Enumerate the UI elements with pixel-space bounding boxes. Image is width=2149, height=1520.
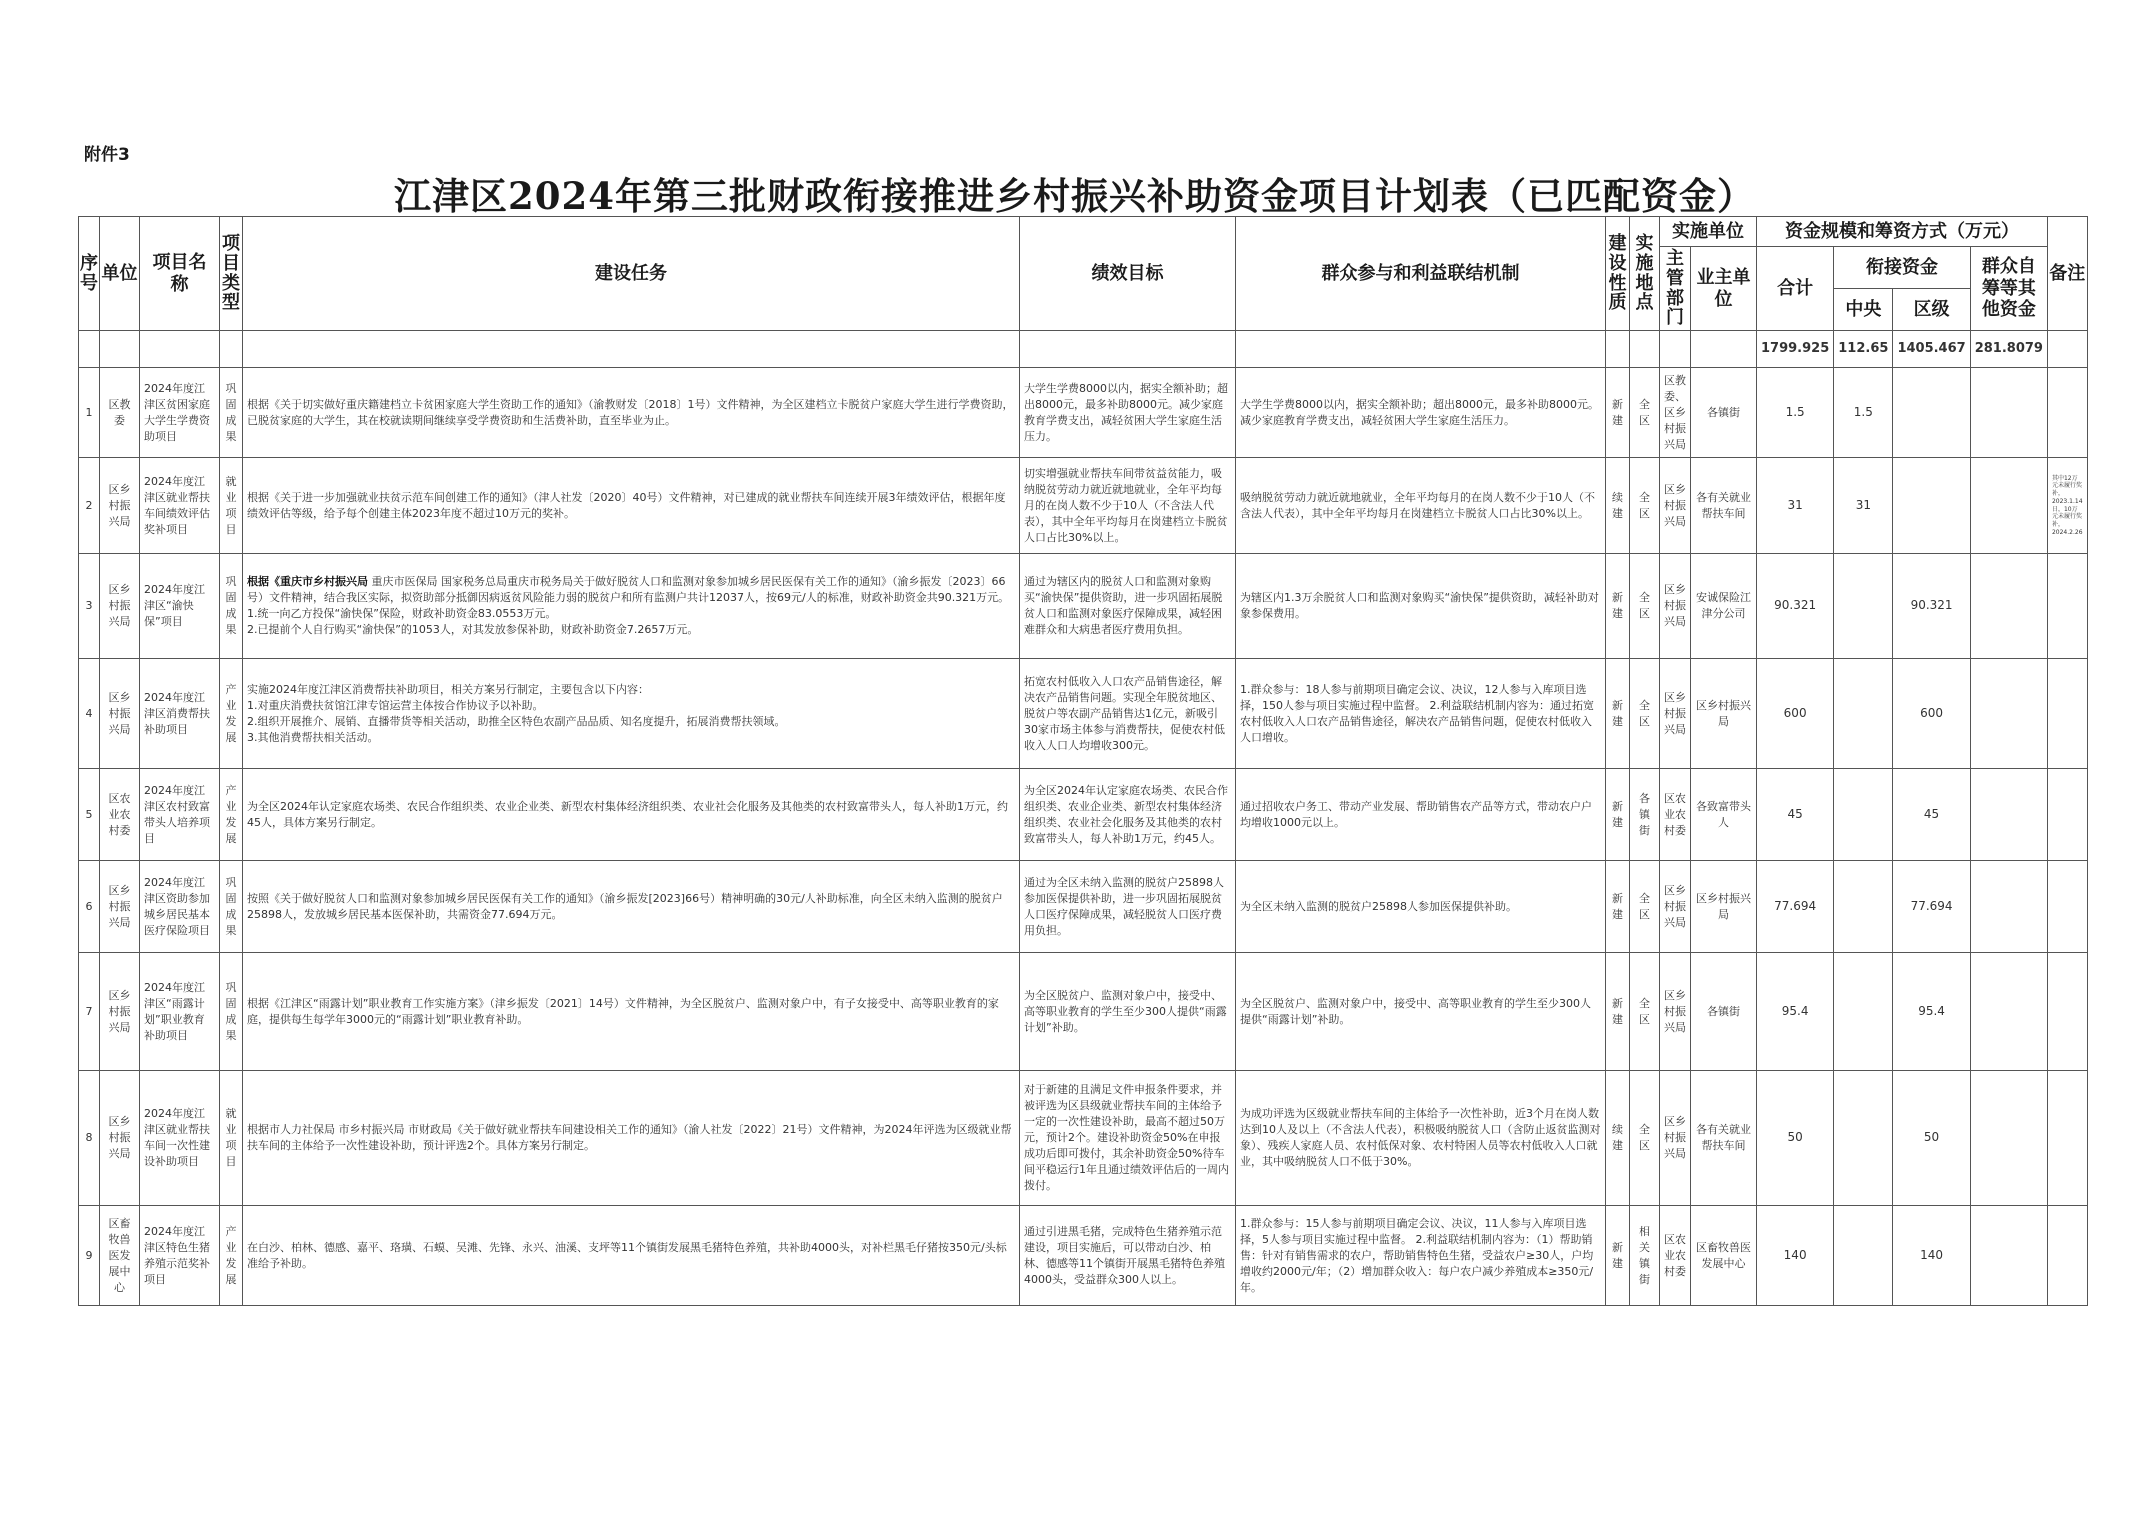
row-remark: [2047, 1206, 2087, 1306]
header-linking: 衔接资金: [1834, 247, 1970, 289]
row-nature: 新建: [1606, 659, 1630, 769]
row-district: 600: [1893, 659, 1970, 769]
row-goal: 拓宽农村低收入人口农产品销售途径，解决农产品销售问题。实现全年脱贫地区、脱贫户等农副产品销售达1亿元，新吸引30家市场主体参与消费帮扶，促使农村低收入人口人均增收300元。: [1020, 659, 1236, 769]
row-unit: 区乡村振兴局: [100, 861, 140, 953]
row-seq: 1: [79, 368, 100, 458]
row-district: 90.321: [1893, 554, 1970, 659]
row-seq: 3: [79, 554, 100, 659]
row-central: [1834, 1071, 1893, 1206]
row-owner: 区乡村振兴局: [1691, 659, 1757, 769]
row-name: 2024年度江津区特色生猪养殖示范奖补项目: [140, 1206, 220, 1306]
row-nature: 新建: [1606, 861, 1630, 953]
row-total: 31: [1757, 458, 1834, 554]
row-self: [1970, 861, 2047, 953]
row-owner: 各有关就业帮扶车间: [1691, 1071, 1757, 1206]
task-line: 3.其他消费帮扶相关活动。: [247, 730, 379, 744]
row-goal: 为全区2024年认定家庭农场类、农民合作组织类、农业企业类、新型农村集体经济组织类、农业社会化服务及其他类的农村致富带头人，每人补助1万元，约45人。: [1020, 769, 1236, 861]
row-owner: 各有关就业帮扶车间: [1691, 458, 1757, 554]
total-central: 112.65: [1834, 331, 1893, 368]
row-district: [1893, 458, 1970, 554]
task-text: 根据《关于切实做好重庆籍建档立卡贫困家庭大学生资助工作的通知》（渝教财发〔2018〕1号）文件精神，为全区建档立卡脱贫户家庭大学生进行学费资助，已脱贫家庭的大学生，其在校就读期间继续享受学费资助和生活费补助，直至毕业为止。: [247, 397, 1014, 427]
row-place: 全区: [1630, 659, 1660, 769]
task-text: 重庆市医保局 国家税务总局重庆市税务局关于做好脱贫人口和监测对象参加城乡居民医保有关工作的通知》（渝乡振发〔2023〕66号）文件精神，结合我区实际，拟资助部分抵御因病返贫风险能力弱的脱贫户和所有监测户共计12037人，按69元/人的标准，财政补助资金共90.321万元。: [247, 575, 1010, 605]
row-place: 全区: [1630, 368, 1660, 458]
row-unit: 区教委: [100, 368, 140, 458]
task-text: 根据市人力社保局 市乡村振兴局 市财政局《关于做好就业帮扶车间建设相关工作的通知》（渝人社发〔2022〕21号）文件精神，为2024年评选为区级就业帮扶车间的主体给予一次性建设补助，预计评选2个。具体方案另行制定。: [247, 1123, 1012, 1153]
row-seq: 8: [79, 1071, 100, 1206]
row-type: 就业项目: [220, 458, 243, 554]
task-line: 2.组织开展推介、展销、直播带货等相关活动，助推全区特色农副产品品质、知名度提升，拓展消费帮扶领域。: [247, 714, 786, 728]
task-line: 1.统一向乙方投保“渝快保”保险，财政补助资金83.0553万元。: [247, 607, 557, 621]
row-nature: 续建: [1606, 1071, 1630, 1206]
header-district: 区级: [1893, 289, 1970, 331]
row-type: 巩固成果: [220, 861, 243, 953]
row-mechanism: 通过招收农户务工、带动产业发展、帮助销售农产品等方式，带动农户户均增收1000元以上。: [1236, 769, 1606, 861]
row-owner: 各镇街: [1691, 953, 1757, 1071]
row-central: 31: [1834, 458, 1893, 554]
row-remark: [2047, 769, 2087, 861]
row-supervisor: 区乡村振兴局: [1660, 861, 1691, 953]
row-nature: 新建: [1606, 953, 1630, 1071]
header-supervisor: 主管部门: [1660, 247, 1691, 331]
row-type: 巩固成果: [220, 368, 243, 458]
row-supervisor: 区乡村振兴局: [1660, 554, 1691, 659]
row-self: [1970, 368, 2047, 458]
header-self: 群众自筹等其他资金: [1970, 247, 2047, 331]
row-district: 95.4: [1893, 953, 1970, 1071]
row-remark: [2047, 368, 2087, 458]
row-type: 产业发展: [220, 659, 243, 769]
page-title: 江津区2024年第三批财政衔接推进乡村振兴补助资金项目计划表（已匹配资金）: [394, 174, 1755, 218]
row-owner: 区乡村振兴局: [1691, 861, 1757, 953]
row-name: 2024年度江津区农村致富带头人培养项目: [140, 769, 220, 861]
row-remark: 其中12万元未履行奖补，2023.1.14日，10万元未履行奖补，2024.2.26: [2047, 458, 2087, 554]
row-district: 140: [1893, 1206, 1970, 1306]
task-text: 实施2024年度江津区消费帮扶补助项目，相关方案另行制定，主要包含以下内容：: [247, 682, 649, 696]
row-task: [243, 953, 1020, 1071]
header-mechanism: 群众参与和利益联结机制: [1236, 217, 1606, 331]
row-seq: 2: [79, 458, 100, 554]
task-text: 根据《江津区“雨露计划”职业教育工作实施方案》（津乡振发〔2021〕14号）文件精神，为全区脱贫户、监测对象户中，有子女接受中、高等职业教育的家庭，提供每生每学年3000元的“雨露计划”职业教育补助。: [247, 996, 999, 1026]
header-central: 中央: [1834, 289, 1893, 331]
row-owner: 各镇街: [1691, 368, 1757, 458]
row-nature: 新建: [1606, 1206, 1630, 1306]
header-name: 项目名称: [140, 217, 220, 331]
row-type: 巩固成果: [220, 554, 243, 659]
row-remark: [2047, 659, 2087, 769]
total-self: 281.8079: [1970, 331, 2047, 368]
row-nature: 新建: [1606, 368, 1630, 458]
row-owner: 区畜牧兽医发展中心: [1691, 1206, 1757, 1306]
row-goal: 对于新建的且满足文件申报条件要求，并被评选为区县级就业帮扶车间的主体给予一定的一次性建设补助，最高不超过50万元，预计2个。建设补助资金50%在申报成功后即可拨付，其余补助资金50%待车间平稳运行1年且通过绩效评估后的一周内拨付。: [1020, 1071, 1236, 1206]
row-goal: 为全区脱贫户、监测对象户中，接受中、高等职业教育的学生至少300人提供“雨露计划”补助。: [1020, 953, 1236, 1071]
row-seq: 7: [79, 953, 100, 1071]
row-place: 全区: [1630, 1071, 1660, 1206]
row-supervisor: 区农业农村委: [1660, 1206, 1691, 1306]
row-place: 全区: [1630, 953, 1660, 1071]
row-task: [243, 769, 1020, 861]
row-unit: 区畜牧兽医发展中心: [100, 1206, 140, 1306]
row-name: 2024年度江津区就业帮扶车间绩效评估奖补项目: [140, 458, 220, 554]
row-central: [1834, 861, 1893, 953]
row-supervisor: 区乡村振兴局: [1660, 659, 1691, 769]
row-supervisor: 区乡村振兴局: [1660, 1071, 1691, 1206]
row-self: [1970, 554, 2047, 659]
header-total: 合计: [1757, 247, 1834, 331]
task-text: 为全区2024年认定家庭农场类、农民合作组织类、农业企业类、新型农村集体经济组织类、农业社会化服务及其他类的农村致富带头人，每人补助1万元，约45人，具体方案另行制定。: [247, 799, 1008, 829]
header-task: 建设任务: [243, 217, 1020, 331]
table-row: [79, 1071, 2088, 1206]
task-line: 1.对重庆消费扶贫馆江津专馆运营主体按合作协议予以补助。: [247, 698, 544, 712]
row-type: 产业发展: [220, 1206, 243, 1306]
task-text: 根据《关于进一步加强就业扶贫示范车间创建工作的通知》（津人社发〔2020〕40号）文件精神，对已建成的就业帮扶车间连续开展3年绩效评估，根据年度绩效评估等级，给予每个创建主体2023年度不超过10万元的奖补。: [247, 490, 1006, 520]
header-type: 项目类型: [220, 217, 243, 331]
row-total: 90.321: [1757, 554, 1834, 659]
row-self: [1970, 659, 2047, 769]
task-text: 按照《关于做好脱贫人口和监测对象参加城乡居民医保有关工作的通知》（渝乡振发[2023]66号）精神明确的30元/人补助标准，向全区未纳入监测的脱贫户25898人，发放城乡居民基本医保补助，共需资金77.694万元。: [247, 891, 1003, 921]
row-remark: [2047, 861, 2087, 953]
row-total: 600: [1757, 659, 1834, 769]
table-row: [79, 458, 2088, 554]
row-supervisor: 区乡村振兴局: [1660, 458, 1691, 554]
row-mechanism: 为辖区内1.3万余脱贫人口和监测对象购买“渝快保”提供资助，减轻补助对象参保费用。: [1236, 554, 1606, 659]
row-name: 2024年度江津区消费帮扶补助项目: [140, 659, 220, 769]
row-name: 2024年度江津区资助参加城乡居民基本医疗保险项目: [140, 861, 220, 953]
row-place: 全区: [1630, 554, 1660, 659]
table-row: [79, 1206, 2088, 1306]
row-total: 95.4: [1757, 953, 1834, 1071]
total-district: 1405.467: [1893, 331, 1970, 368]
totals-row: [79, 331, 2088, 368]
row-central: [1834, 554, 1893, 659]
row-place: 各镇街: [1630, 769, 1660, 861]
header-nature: 建设性质: [1606, 217, 1630, 331]
project-plan-table: [78, 216, 2088, 1306]
row-remark: [2047, 554, 2087, 659]
row-unit: 区乡村振兴局: [100, 953, 140, 1071]
row-self: [1970, 458, 2047, 554]
row-remark: [2047, 1071, 2087, 1206]
row-unit: 区乡村振兴局: [100, 1071, 140, 1206]
row-task: [243, 458, 1020, 554]
row-goal: 通过为辖区内的脱贫人口和监测对象购买“渝快保”提供资助，进一步巩固拓展脱贫人口和监测对象医疗保障成果，减轻困难群众和大病患者医疗费用负担。: [1020, 554, 1236, 659]
row-district: 45: [1893, 769, 1970, 861]
header-impl-unit: 实施单位: [1660, 217, 1757, 247]
row-self: [1970, 953, 2047, 1071]
row-task: [243, 1071, 1020, 1206]
table-row: [79, 861, 2088, 953]
row-mechanism: 吸纳脱贫劳动力就近就地就业，全年平均每月的在岗人数不少于10人（不含法人代表），其中全年平均每月在岗建档立卡脱贫人口占比30%以上。: [1236, 458, 1606, 554]
row-self: [1970, 1071, 2047, 1206]
row-seq: 9: [79, 1206, 100, 1306]
row-remark: [2047, 953, 2087, 1071]
row-total: 1.5: [1757, 368, 1834, 458]
row-seq: 6: [79, 861, 100, 953]
row-goal: 大学生学费8000以内，据实全额补助；超出8000元，最多补助8000元。减少家庭教育学费支出，减轻贫困大学生家庭生活压力。: [1020, 368, 1236, 458]
attachment-label: 附件3: [84, 145, 130, 165]
row-name: 2024年度江津区就业帮扶车间一次性建设补助项目: [140, 1071, 220, 1206]
row-type: 就业项目: [220, 1071, 243, 1206]
row-central: 1.5: [1834, 368, 1893, 458]
row-mechanism: 为全区未纳入监测的脱贫户25898人参加医保提供补助。: [1236, 861, 1606, 953]
row-mechanism: 1.群众参与：15人参与前期项目确定会议、决议，11人参与入库项目选择，5人参与项目实施过程中监督。 2.利益联结机制内容为：（1）帮助销售：针对有销售需求的农户，帮助销售特色生猪，受益农户≥30人，户均增收约2000元/年；（2）增加群众收入：每户农户减少养殖成本≥350元/年。: [1236, 1206, 1606, 1306]
row-place: 全区: [1630, 861, 1660, 953]
table-row: [79, 953, 2088, 1071]
row-total: 140: [1757, 1206, 1834, 1306]
row-unit: 区乡村振兴局: [100, 554, 140, 659]
header-seq: 序号: [79, 217, 100, 331]
row-mechanism: 1.群众参与：18人参与前期项目确定会议、决议，12人参与入库项目选择，150人参与项目实施过程中监督。 2.利益联结机制内容为：通过拓宽农村低收入人口农产品销售途径，解决农产品销售问题，促使农村低收入人口增收。: [1236, 659, 1606, 769]
row-district: 50: [1893, 1071, 1970, 1206]
row-name: 2024年度江津区“渝快保”项目: [140, 554, 220, 659]
row-self: [1970, 1206, 2047, 1306]
row-supervisor: 区教委、区乡村振兴局: [1660, 368, 1691, 458]
row-owner: 各致富带头人: [1691, 769, 1757, 861]
row-task: [243, 1206, 1020, 1306]
row-supervisor: 区农业农村委: [1660, 769, 1691, 861]
row-mechanism: 为成功评选为区级就业帮扶车间的主体给予一次性补助，近3个月在岗人数达到10人及以上（不含法人代表），积极吸纳脱贫人口（含防止返贫监测对象）、残疾人家庭人员、农村低保对象、农村特困人员等农村低收入人口就业，其中吸纳脱贫人口不低于30%。: [1236, 1071, 1606, 1206]
total-sum: 1799.925: [1757, 331, 1834, 368]
row-task: [243, 368, 1020, 458]
header-remark: 备注: [2047, 217, 2087, 331]
table-row: [79, 659, 2088, 769]
row-seq: 4: [79, 659, 100, 769]
row-unit: 区乡村振兴局: [100, 458, 140, 554]
header-unit: 单位: [100, 217, 140, 331]
row-mechanism: 为全区脱贫户、监测对象户中，接受中、高等职业教育的学生至少300人提供“雨露计划”补助。: [1236, 953, 1606, 1071]
table-row: [79, 554, 2088, 659]
row-goal: 通过为全区未纳入监测的脱贫户25898人参加医保提供补助，进一步巩固拓展脱贫人口医疗保障成果，减轻脱贫人口医疗费用负担。: [1020, 861, 1236, 953]
row-central: [1834, 769, 1893, 861]
row-goal: 通过引进黑毛猪，完成特色生猪养殖示范建设，项目实施后，可以带动白沙、柏林、德感等11个镇街开展黑毛猪特色养殖4000头，受益群众300人以上。: [1020, 1206, 1236, 1306]
row-name: 2024年度江津区“雨露计划”职业教育补助项目: [140, 953, 220, 1071]
row-central: [1834, 953, 1893, 1071]
task-line: 2.已提前个人自行购买“渝快保”的1053人，对其发放参保补助，财政补助资金7.2657万元。: [247, 623, 699, 637]
row-type: 巩固成果: [220, 953, 243, 1071]
row-seq: 5: [79, 769, 100, 861]
row-task: [243, 554, 1020, 659]
row-owner: 安诚保险江津分公司: [1691, 554, 1757, 659]
task-lead: 根据《重庆市乡村振兴局: [247, 575, 368, 589]
row-district: 77.694: [1893, 861, 1970, 953]
header-goal: 绩效目标: [1020, 217, 1236, 331]
header-funds: 资金规模和筹资方式（万元）: [1757, 217, 2048, 247]
table-row: [79, 368, 2088, 458]
row-unit: 区农业农村委: [100, 769, 140, 861]
row-nature: 新建: [1606, 769, 1630, 861]
row-total: 77.694: [1757, 861, 1834, 953]
row-place: 相关镇街: [1630, 1206, 1660, 1306]
row-central: [1834, 1206, 1893, 1306]
row-central: [1834, 659, 1893, 769]
row-place: 全区: [1630, 458, 1660, 554]
row-unit: 区乡村振兴局: [100, 659, 140, 769]
row-type: 产业发展: [220, 769, 243, 861]
header-place: 实施地点: [1630, 217, 1660, 331]
row-mechanism: 大学生学费8000以内，据实全额补助；超出8000元，最多补助8000元。减少家庭教育学费支出，减轻贫困大学生家庭生活压力。: [1236, 368, 1606, 458]
header-owner: 业主单位: [1691, 247, 1757, 331]
row-nature: 新建: [1606, 554, 1630, 659]
task-text: 在白沙、柏林、德感、嘉平、珞璜、石蟆、吴滩、先锋、永兴、油溪、支坪等11个镇街发展黑毛猪特色养殖，共补助4000头，对补栏黑毛仔猪按350元/头标准给予补助。: [247, 1240, 1007, 1270]
row-name: 2024年度江津区贫困家庭大学生学费资助项目: [140, 368, 220, 458]
row-task: [243, 861, 1020, 953]
row-goal: 切实增强就业帮扶车间带贫益贫能力，吸纳脱贫劳动力就近就地就业，全年平均每月的在岗人数不少于10人（不含法人代表），其中全年平均每月在岗建档立卡脱贫人口占比30%以上。: [1020, 458, 1236, 554]
row-district: [1893, 368, 1970, 458]
row-total: 45: [1757, 769, 1834, 861]
table-row: [79, 769, 2088, 861]
row-supervisor: 区乡村振兴局: [1660, 953, 1691, 1071]
row-self: [1970, 769, 2047, 861]
row-task: [243, 659, 1020, 769]
row-nature: 续建: [1606, 458, 1630, 554]
row-total: 50: [1757, 1071, 1834, 1206]
